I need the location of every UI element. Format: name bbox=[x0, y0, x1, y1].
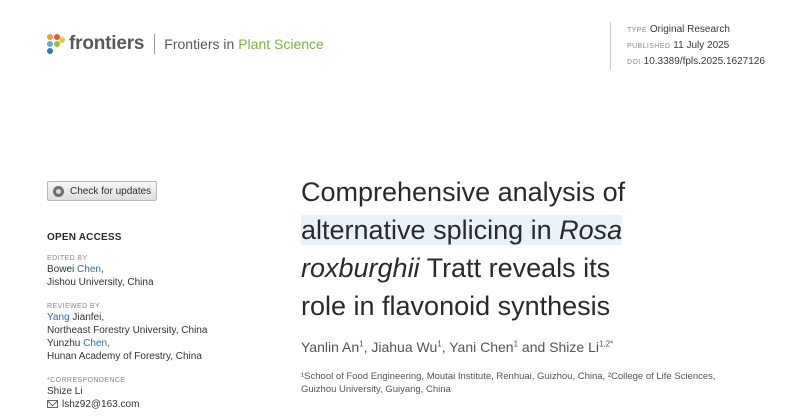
open-access-label: OPEN ACCESS bbox=[47, 232, 122, 243]
author[interactable]: Yani Chen$^1$ bbox=[449, 339, 519, 355]
reviewer-name: Yunzhu Chen, bbox=[47, 338, 110, 349]
title-line-4: role in flavonoid synthesis bbox=[301, 291, 611, 321]
check-updates-label: Check for updates bbox=[70, 185, 152, 197]
logo-divider bbox=[154, 34, 155, 54]
reviewed-by-section bbox=[47, 303, 207, 363]
affiliation-line: Guizhou University, Guiyang, China bbox=[301, 384, 451, 395]
reviewer-link[interactable]: Chen, bbox=[83, 338, 110, 349]
meta-doi: DOI 10.3389/fpls.2025.1627126 bbox=[627, 56, 765, 67]
correspondence-email-row bbox=[47, 398, 139, 411]
journal-logo[interactable] bbox=[47, 31, 324, 57]
article-title bbox=[301, 173, 721, 325]
affiliation-line: ¹School of Food Engineering, Moutai Institute, Renhuai, Guizhou, China, ²College of Life Sciences, bbox=[301, 371, 716, 382]
check-for-updates-button[interactable] bbox=[47, 181, 157, 201]
editor-name: Bowei Chen, bbox=[47, 264, 104, 275]
reviewer-name: Yang Jianfei, bbox=[47, 312, 105, 323]
editor-link[interactable]: Chen bbox=[77, 264, 101, 275]
meta-published: PUBLISHED 11 July 2025 bbox=[627, 40, 730, 51]
author[interactable]: Jiahua Wu$^1$ bbox=[371, 339, 442, 355]
logo-text: frontiers bbox=[69, 33, 145, 54]
correspondence-label: *CORRESPONDENCE bbox=[47, 377, 126, 384]
mail-icon bbox=[47, 400, 58, 408]
correspondence-email[interactable]: lshz92@163.com bbox=[62, 399, 140, 410]
affiliations bbox=[301, 370, 771, 396]
author[interactable]: Yanlin An$^1$ bbox=[301, 339, 364, 355]
article-meta bbox=[610, 22, 765, 70]
meta-type: TYPE Original Research bbox=[627, 24, 730, 35]
edited-by-label: EDITED BY bbox=[47, 255, 88, 262]
check-updates-icon bbox=[53, 186, 64, 197]
reviewer-affiliation: Hunan Academy of Forestry, China bbox=[47, 351, 202, 362]
reviewed-by-label: REVIEWED BY bbox=[47, 303, 101, 310]
correspondence-name: Shize Li bbox=[47, 386, 83, 397]
title-line-3: roxburghii Tratt reveals its bbox=[301, 253, 611, 283]
reviewer-link[interactable]: Yang bbox=[47, 312, 70, 323]
title-line-2: alternative splicing in Rosa bbox=[301, 215, 623, 245]
reviewer-affiliation: Northeast Forestry University, China bbox=[47, 325, 208, 336]
title-line-1: Comprehensive analysis of bbox=[301, 177, 626, 207]
editor-affiliation: Jishou University, China bbox=[47, 277, 154, 288]
edited-by-section bbox=[47, 255, 154, 289]
author-list: Yanlin An$^1$, Jiahua Wu$^1$, Yani Chen$^1$ and Shize $Li^{1,2*}$ bbox=[301, 339, 614, 355]
journal-name: Frontiers in Plant Science bbox=[164, 36, 324, 52]
correspondence-section bbox=[47, 377, 139, 411]
frontiers-logo-icon bbox=[47, 34, 65, 54]
author[interactable]: Shize $Li^{1,2*}$ bbox=[549, 339, 614, 355]
